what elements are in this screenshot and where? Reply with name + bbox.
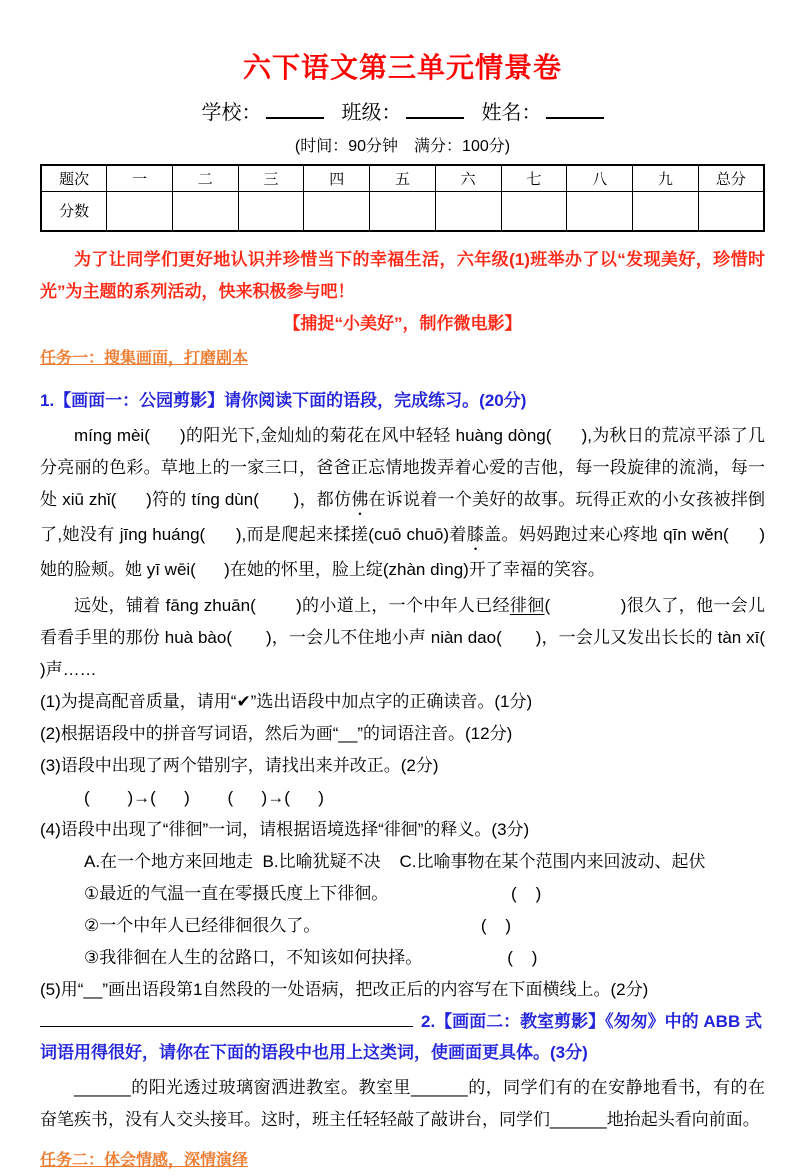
task-1-title: 任务一：搜集画面，打磨剧本 (40, 350, 249, 367)
score-col: 五 (370, 165, 436, 191)
passage-1-text: 在诉说着一个美好的故事。玩得正欢的小女孩被拌倒了,她没有 jīng huáng( ),而是爬起来揉搓(cuō chuō)着 (40, 490, 766, 544)
question-1-4-item-2: ②一个中年人已经徘徊很久了。 ( ) (84, 916, 512, 935)
score-col: 一 (107, 165, 173, 191)
school-blank (266, 97, 324, 119)
score-cell (370, 191, 436, 231)
passage-1 (40, 420, 765, 586)
dotted-character: 佛 (351, 490, 369, 509)
question-1-1: (1)为提高配音质量，请用“✔”选出语段中加点字的正确读音。(1分) (40, 692, 533, 711)
score-table-score-row (41, 191, 764, 231)
question-1-4: (4)语段中出现了“徘徊”一词，请根据语境选择“徘徊”的释义。(3分) (40, 820, 530, 839)
school-label: 学校： (201, 102, 262, 124)
question-2-heading-start: 2.【画面二：教室剪影】《匆匆》中的 ABB 式 (421, 1012, 762, 1031)
score-row-label: 分数 (41, 191, 107, 231)
score-cell (304, 191, 370, 231)
underlined-word: 徘徊 (509, 596, 545, 615)
name-label: 姓名： (481, 102, 542, 124)
score-col: 三 (238, 165, 304, 191)
activity-banner: 【捕捉“小美好”，制作微电影】 (283, 314, 522, 333)
score-col: 四 (304, 165, 370, 191)
answer-blank (40, 1009, 413, 1027)
score-cell (172, 191, 238, 231)
question-1-heading: 1.【画面一：公园剪影】请你阅读下面的语段，完成练习。(20分) (40, 391, 527, 410)
question-1-3: (3)语段中出现了两个错别字，请找出来并改正。(2分) (40, 756, 439, 775)
score-col: 六 (435, 165, 501, 191)
score-cell (698, 191, 764, 231)
question-1-4-options: A.在一个地方来回地走 B.比喻犹疑不决 C.比喻事物在某个范围内来回波动、起伏 (84, 852, 706, 871)
question-1-5: (5)用“__”画出语段第1自然段的一处语病，把改正后的内容写在下面横线上。(2分) (40, 980, 649, 999)
passage-3: ______的阳光透过玻璃窗洒进教室。教室里______的，同学们有的在安静地看书，有的在奋笔疾书，没有人交头接耳。这时，班主任轻轻敲了敲讲台，同学们______地抬起头看向前面。 (40, 1078, 765, 1129)
question-1-4-item-3: ③我徘徊在人生的岔路口，不知该如何抉择。 ( ) (84, 948, 538, 967)
page-title: 六下语文第三单元情景卷 (242, 52, 562, 83)
dotted-character: 膝 (466, 525, 485, 544)
passage-1-text: 盖。妈妈跑过来心疼地 qīn wěn( )她的脸颊。她 yī wēi( )在她的怀里，脸上绽(zhàn dìng)开了幸福的笑容。 (40, 525, 765, 579)
score-cell (238, 191, 304, 231)
score-col: 七 (501, 165, 567, 191)
score-cell (567, 191, 633, 231)
passage-2-text: 远处，铺着 fāng zhuān( )的小道上，一个中年人已经 (74, 596, 510, 615)
score-cell (632, 191, 698, 231)
student-info-line (40, 96, 765, 125)
name-blank (546, 97, 604, 119)
passage-2 (40, 590, 784, 686)
score-table (40, 164, 765, 232)
question-1-2: (2)根据语段中的拼音写词语，然后为画“__”的词语注音。(12分) (40, 724, 513, 743)
score-cell (501, 191, 567, 231)
exam-meta: (时间：90分钟 满分：100分) (294, 138, 511, 155)
question-2-heading-continued: 词语用得很好，请你在下面的语段中也用上这类词，使画面更具体。(3分) (40, 1043, 588, 1062)
passage-1-text: míng mèi( )的阳光下,金灿灿的菊花在风中轻轻 huàng dòng( ),为秋日的荒凉平添了几分亮丽的色彩。草地上的一家三口，爸爸正忘情地拨弄着心爱的吉他，每一段旋律的流淌，每一处 xiū zhǐ( )符的 tíng dùn( )，都仿 (40, 426, 765, 509)
intro-text: 为了让同学们更好地认识并珍惜当下的幸福生活，六年级(1)班举办了以“发现美好，珍惜时光”为主题的系列活动，快来积极参与吧！ (40, 250, 765, 301)
score-cell (107, 191, 173, 231)
task-2-title: 任务二：体会情感，深情演绎 (40, 1152, 249, 1169)
question-1-3-answer-blanks: ( )→( ) ( )→( ) (84, 788, 324, 807)
question-1-4-item-1: ①最近的气温一直在零摄氏度上下徘徊。 ( ) (84, 884, 542, 903)
class-blank (406, 97, 464, 119)
question-1-5-answer-line (40, 1006, 765, 1038)
score-table-corner: 题次 (41, 165, 107, 191)
score-col: 八 (567, 165, 633, 191)
passage-2-text: ( )很久了，他一会儿看看手里的那份 huà bào( )，一会儿不住地小声 niàn dao( )，一会儿又发出长长的 tàn xī( )声…… (40, 596, 784, 679)
score-col: 二 (172, 165, 238, 191)
score-col: 九 (632, 165, 698, 191)
class-label: 班级： (341, 102, 402, 124)
score-cell (435, 191, 501, 231)
score-col: 总分 (698, 165, 764, 191)
score-table-header-row (41, 165, 764, 191)
